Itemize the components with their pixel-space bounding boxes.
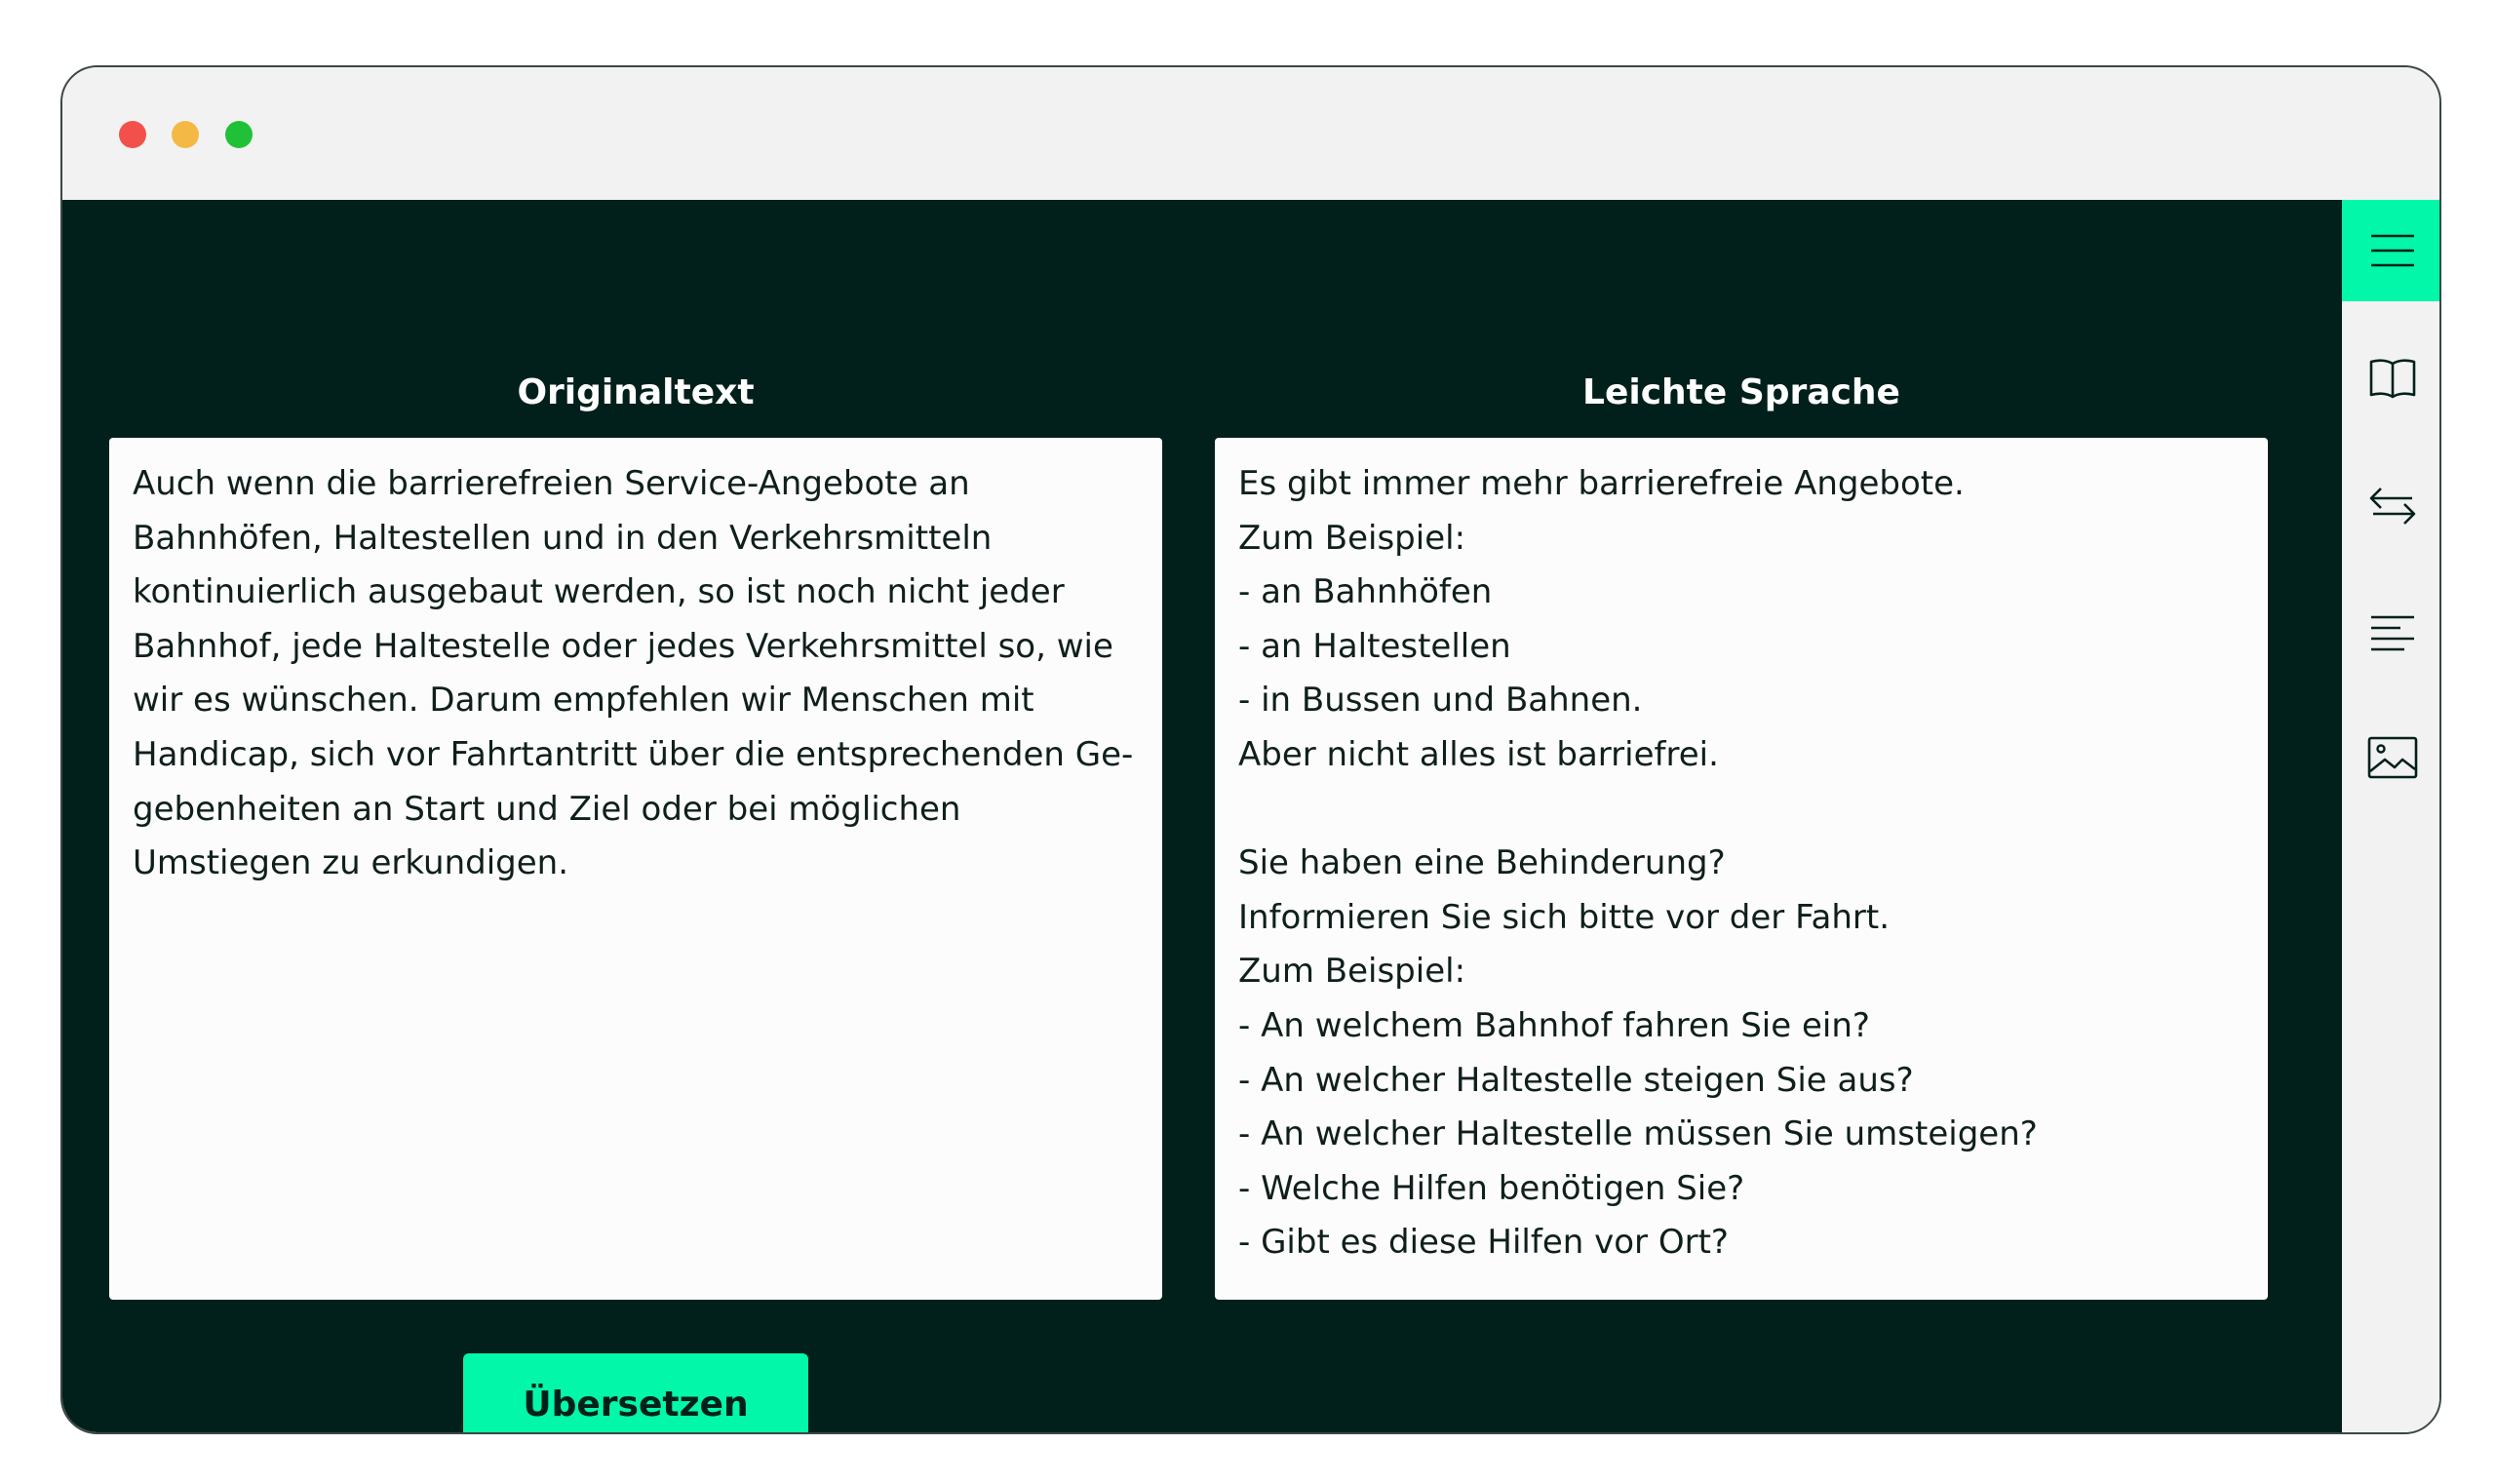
menu-icon	[2365, 223, 2420, 278]
close-window-button[interactable]	[119, 121, 146, 148]
sidebar-translate-button[interactable]	[2342, 455, 2441, 557]
translate-button[interactable]: Übersetzen	[463, 1353, 808, 1434]
image-icon	[2365, 730, 2420, 785]
maximize-window-button[interactable]	[225, 121, 253, 148]
text-align-icon	[2365, 605, 2420, 660]
title-bar	[62, 67, 2439, 200]
swap-icon	[2365, 479, 2420, 533]
sidebar-menu-button[interactable]	[2342, 200, 2441, 301]
sidebar-text-button[interactable]	[2342, 582, 2441, 683]
main-content	[62, 200, 2342, 1434]
original-text-input[interactable]: Auch wenn die barrierefreien Service-Angebote an Bahnhöfen, Haltestellen und in den Verkehrsmitteln kontinuierlich ausgebaut werden, so ist noch nicht jeder Bahnhof, jede Haltestelle oder jedes Verkehrsmittel so, wie wir es wünschen. Darum empfehlen wir Menschen mit Handicap, sich vor Fahrtantritt über die entsprechenden Ge- gebenheiten an Start und Ziel oder bei möglichen Umstiegen zu erkundigen.	[109, 438, 1162, 1300]
original-text-title: Originaltext	[517, 372, 755, 412]
minimize-window-button[interactable]	[172, 121, 199, 148]
app-window	[60, 65, 2441, 1434]
simple-language-title: Leichte Sprache	[1582, 372, 1900, 412]
sidebar	[2342, 200, 2441, 1434]
sidebar-dictionary-button[interactable]	[2342, 327, 2441, 428]
simple-language-output[interactable]: Es gibt immer mehr barrierefreie Angebote. Zum Beispiel: - an Bahnhöfen - an Haltestellen - in Bussen und Bahnen. Aber nicht alles ist barriefrei. Sie haben eine Behinderung? Informieren Sie sich bitte vor der Fahrt. Zum Beispiel: - An welchem Bahnhof fahren Sie ein? - An welcher Haltestelle steigen Sie aus? - An welcher Haltestelle müssen Sie umsteigen? - Welche Hilfen benötigen Sie? - Gibt es diese Hilfen vor Ort?	[1215, 438, 2268, 1300]
sidebar-image-button[interactable]	[2342, 707, 2441, 808]
book-icon	[2365, 350, 2420, 405]
